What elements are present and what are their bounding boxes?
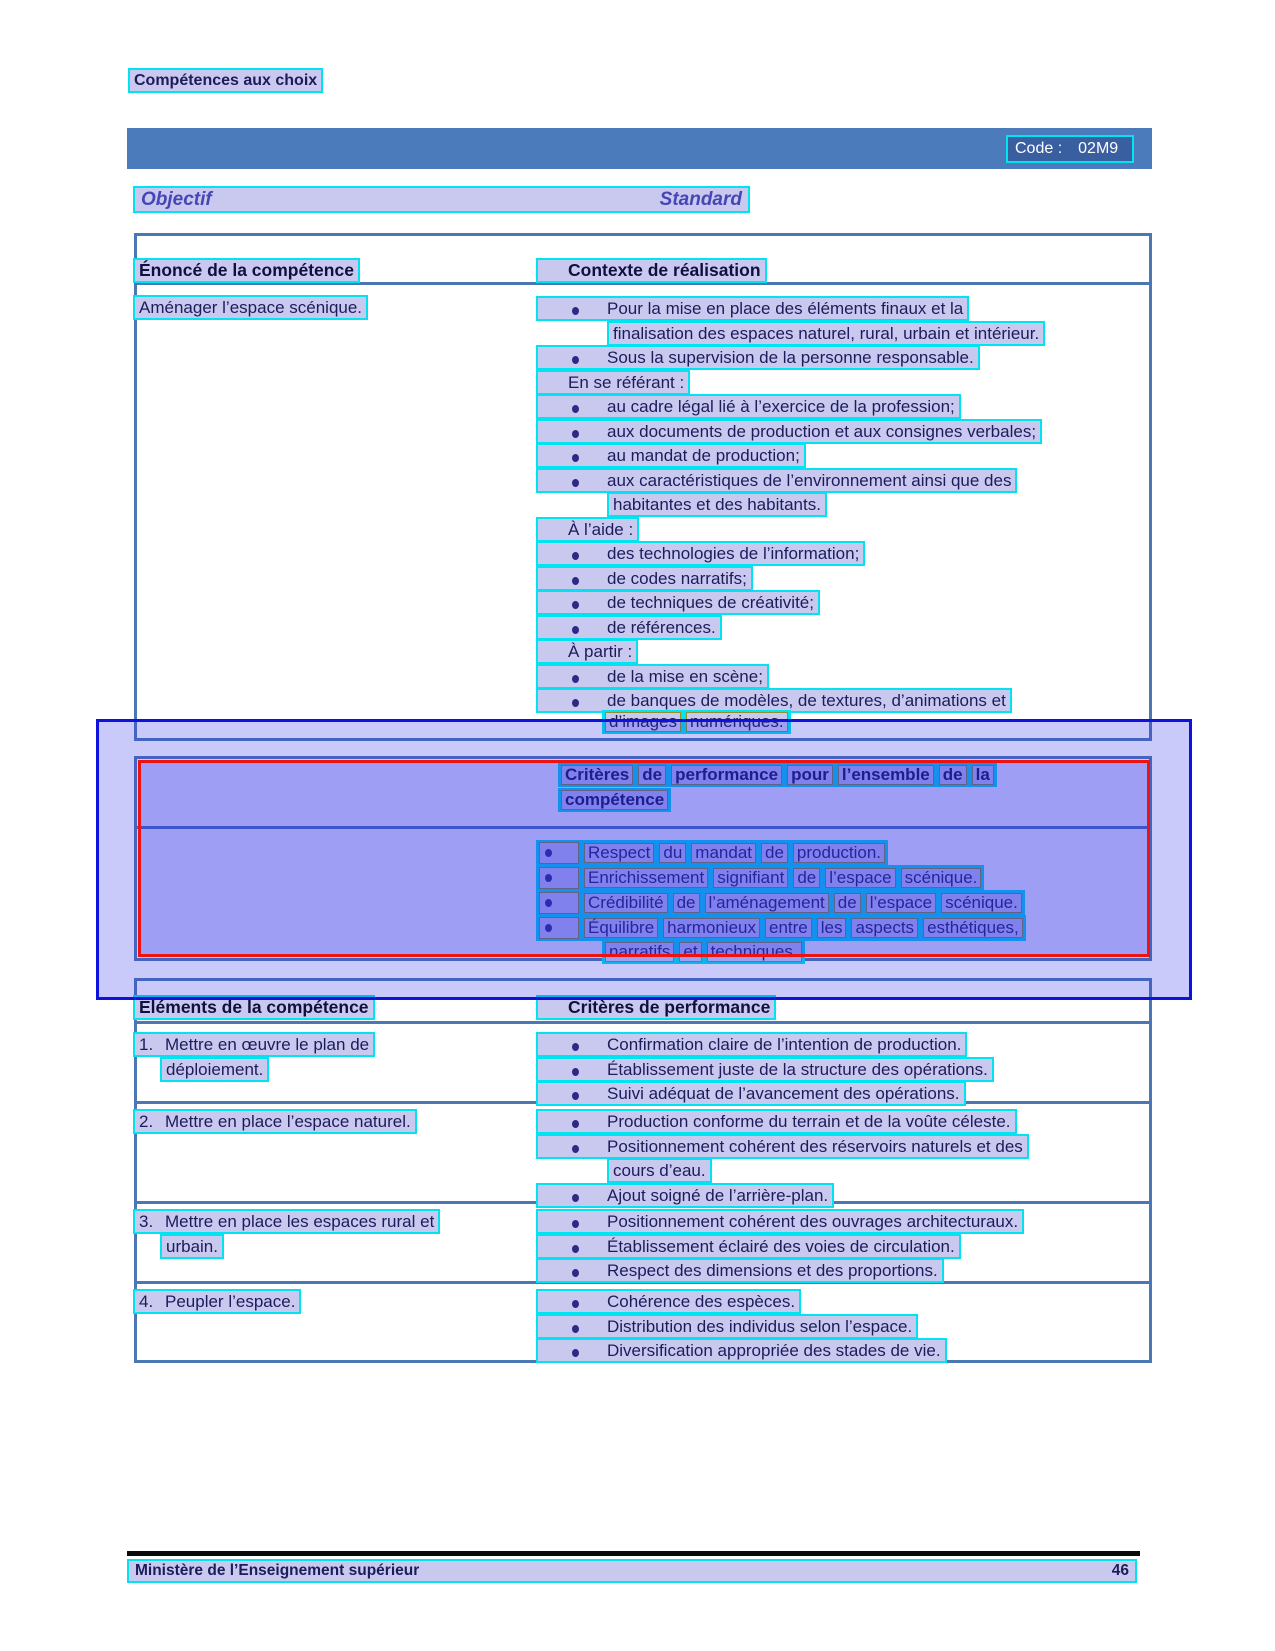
line-text: aux caractéristiques de l’environnement ainsi que des (607, 471, 1012, 490)
bullet-icon (572, 675, 579, 683)
context-line (536, 590, 820, 615)
global-criteria-item-cont (602, 940, 805, 964)
bullet-icon (572, 1269, 579, 1277)
context-line (536, 664, 769, 689)
line-text: de la mise en scène; (607, 667, 763, 686)
context-line (602, 710, 791, 734)
word-box: Équilibre (584, 918, 658, 938)
criteria-line: cours d’eau. (607, 1158, 712, 1183)
bullet-icon (572, 1349, 579, 1357)
context-line (536, 345, 980, 370)
footer-rule (127, 1551, 1140, 1556)
header-bar (127, 128, 1152, 169)
bullet-icon (572, 430, 579, 438)
criteria-line (536, 1314, 918, 1339)
global-criteria-title (558, 763, 997, 787)
word-box: mandat (691, 843, 756, 863)
footer (127, 1559, 1137, 1583)
section-heading-objectif: Objectif (141, 188, 212, 210)
table-header-enonce: Énoncé de la compétence (133, 258, 360, 283)
criteria-line (536, 1289, 801, 1314)
context-line (536, 468, 1017, 493)
word-box: Crédibilité (584, 893, 668, 913)
context-line: habitantes et des habitants. (607, 492, 827, 517)
line-text: Établissement éclairé des voies de circulation. (607, 1237, 955, 1256)
word-box: et (679, 942, 701, 962)
element-statement (133, 1289, 301, 1314)
word-box: l’ensemble (838, 765, 934, 785)
bullet-icon (572, 1043, 579, 1051)
context-line: finalisation des espaces naturel, rural, urbain et intérieur. (607, 321, 1045, 346)
table-header-criteres: Critères de performance (536, 995, 776, 1020)
criteria-line (536, 1134, 1029, 1159)
line-text: au mandat de production; (607, 446, 800, 465)
bullet-icon (572, 552, 579, 560)
line-text: Confirmation claire de l’intention de production. (607, 1035, 962, 1054)
section-heading-standard: Standard (659, 188, 742, 210)
bullet-icon (572, 1245, 579, 1253)
bullet-icon (572, 1068, 579, 1076)
word-box: aspects (851, 918, 918, 938)
context-line (536, 419, 1042, 444)
context-line (536, 541, 865, 566)
table-header-contexte: Contexte de réalisation (536, 258, 767, 283)
line-text: Distribution des individus selon l’espace. (607, 1317, 913, 1336)
code-value: 02M9 (1078, 140, 1119, 157)
line-text: Respect des dimensions et des proportions. (607, 1261, 938, 1280)
line-text: Diversification appropriée des stades de vie. (607, 1341, 941, 1360)
code-label: Code : (1015, 140, 1063, 157)
word-box: compétence (561, 790, 668, 810)
element-number: 4. (139, 1292, 154, 1311)
element-number: 3. (139, 1212, 154, 1231)
global-criteria-item (536, 865, 984, 891)
bullet-icon (539, 917, 579, 939)
line-text: au cadre légal lié à l’exercice de la profession; (607, 397, 955, 416)
word-box: de (793, 868, 820, 888)
bullet-icon (572, 1120, 579, 1128)
bullet-icon (572, 1300, 579, 1308)
word-box: signifiant (713, 868, 788, 888)
global-criteria-title (558, 788, 671, 812)
line-text: Établissement juste de la structure des opérations. (607, 1060, 988, 1079)
word-box: pour (787, 765, 833, 785)
word-box: techniques. (707, 942, 802, 962)
line-text: Positionnement cohérent des ouvrages architecturaux. (607, 1212, 1019, 1231)
word-box: harmonieux (663, 918, 760, 938)
bullet-icon (572, 479, 579, 487)
context-line (536, 394, 961, 419)
bullet-icon (572, 626, 579, 634)
element-statement (133, 1209, 440, 1234)
word-box: performance (671, 765, 782, 785)
line-text: Suivi adéquat de l’avancement des opérations. (607, 1084, 960, 1103)
line-text: des technologies de l’information; (607, 544, 860, 563)
line-text: de banques de modèles, de textures, d’animations et (607, 691, 1006, 710)
word-box: scénique. (941, 893, 1022, 913)
word-box: du (659, 843, 686, 863)
context-line: À partir : (536, 639, 638, 664)
criteria-line (536, 1338, 947, 1363)
context-line: En se référant : (536, 370, 690, 395)
word-box: entre (765, 918, 812, 938)
word-box: de (761, 843, 788, 863)
bullet-icon (572, 601, 579, 609)
bullet-icon (572, 405, 579, 413)
bullet-icon (539, 842, 579, 864)
bullet-icon (572, 1325, 579, 1333)
line-text: Pour la mise en place des éléments finaux et la (607, 299, 964, 318)
word-box: production. (793, 843, 885, 863)
word-box: esthétiques, (923, 918, 1023, 938)
criteria-line (536, 1258, 944, 1283)
line-text: Cohérence des espèces. (607, 1292, 796, 1311)
bullet-icon (539, 892, 579, 914)
word-box: les (817, 918, 847, 938)
criteria-line (536, 1057, 994, 1082)
element-number: 2. (139, 1112, 154, 1131)
element-statement (133, 1109, 417, 1134)
line-text: Positionnement cohérent des réservoirs naturels et des (607, 1137, 1023, 1156)
line-text: de références. (607, 618, 716, 637)
element-text: Peupler l’espace. (165, 1292, 296, 1311)
word-box: de (638, 765, 666, 785)
criteria-line (536, 1234, 961, 1259)
criteria-line (536, 1032, 967, 1057)
word-box: Critères (561, 765, 633, 785)
word-box: Respect (584, 843, 654, 863)
word-box: Enrichissement (584, 868, 708, 888)
code-badge (1006, 135, 1134, 163)
element-statement (133, 1032, 375, 1057)
element-statement-cont: déploiement. (160, 1057, 269, 1082)
element-text: Mettre en place les espaces rural et (165, 1212, 435, 1231)
line-text: de techniques de créativité; (607, 593, 814, 612)
bullet-icon (572, 699, 579, 707)
table-header-elements: Éléments de la compétence (133, 995, 375, 1020)
bullet-icon (572, 356, 579, 364)
line-text: Sous la supervision de la personne responsable. (607, 348, 974, 367)
criteria-line (536, 1109, 1017, 1134)
bullet-icon (572, 307, 579, 315)
word-box: scénique. (901, 868, 982, 888)
footer-ministry: Ministère de l’Enseignement supérieur (135, 1562, 420, 1579)
footer-page-number: 46 (1111, 1562, 1129, 1579)
context-line (536, 296, 969, 321)
top-label: Compétences aux choix (128, 68, 323, 93)
bullet-icon (572, 1145, 579, 1153)
word-box: l’espace (825, 868, 895, 888)
element-statement-cont: urbain. (160, 1234, 224, 1259)
element-text: Mettre en œuvre le plan de (165, 1035, 370, 1054)
context-line (536, 615, 722, 640)
element-number: 1. (139, 1035, 154, 1054)
word-box: narratifs (605, 942, 674, 962)
bullet-icon (572, 1194, 579, 1202)
word-box: l’aménagement (705, 893, 829, 913)
bullet-icon (572, 577, 579, 585)
word-box: l’espace (866, 893, 936, 913)
global-criteria-item (536, 890, 1025, 916)
elements-header-divider (134, 1021, 1152, 1024)
word-box: de (834, 893, 861, 913)
criteria-line (536, 1081, 966, 1106)
global-criteria-divider (134, 826, 1152, 829)
global-criteria-item (536, 915, 1026, 941)
global-criteria-item (536, 840, 888, 866)
word-box: la (972, 765, 994, 785)
criteria-line (536, 1209, 1024, 1234)
section-heading (133, 186, 750, 213)
line-text: de codes narratifs; (607, 569, 747, 588)
criteria-line (536, 1183, 834, 1208)
word-box: de (673, 893, 700, 913)
bullet-icon (572, 454, 579, 462)
line-text: aux documents de production et aux consignes verbales; (607, 422, 1037, 441)
context-line (536, 566, 753, 591)
word-box: d’images (605, 712, 681, 732)
context-line: À l’aide : (536, 517, 639, 542)
competence-statement: Aménager l’espace scénique. (133, 295, 368, 320)
bullet-icon (572, 1220, 579, 1228)
line-text: Production conforme du terrain et de la voûte céleste. (607, 1112, 1011, 1131)
bullet-icon (572, 1092, 579, 1100)
context-line (536, 443, 806, 468)
element-text: Mettre en place l’espace naturel. (165, 1112, 411, 1131)
line-text: Ajout soigné de l’arrière-plan. (607, 1186, 829, 1205)
word-box: numériques. (686, 712, 788, 732)
bullet-icon (539, 867, 579, 889)
word-box: de (939, 765, 967, 785)
